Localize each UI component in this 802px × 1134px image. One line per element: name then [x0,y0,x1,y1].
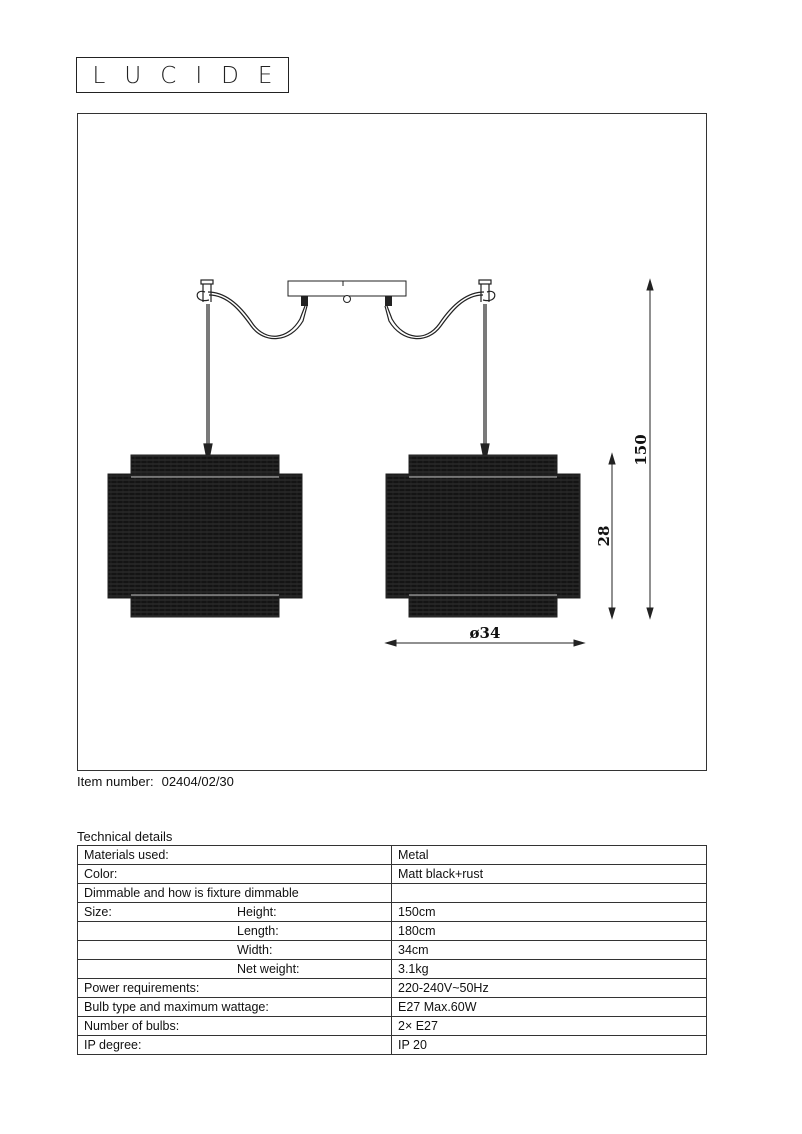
right-hook-and-cable [385,280,495,454]
spec-label: Bulb type and maximum wattage: [84,999,269,1014]
table-row [78,846,707,865]
shade-height-label: 28 [595,525,613,547]
spec-label [84,923,237,940]
spec-value: 2× E27 [392,1017,707,1036]
spec-label: Materials used: [84,847,169,862]
spec-value: 220-240V~50Hz [392,979,707,998]
spec-label [84,961,237,978]
ceiling-canopy [288,281,406,306]
table-row [78,941,707,960]
spec-value: 150cm [392,903,707,922]
brand-logo [76,57,289,93]
spec-sublabel: Length: [237,923,279,938]
product-illustration [78,114,708,772]
table-row [78,979,707,998]
spec-value: E27 Max.60W [392,998,707,1017]
technical-details-title: Technical details [77,829,173,844]
diameter-label: ø34 [469,624,501,642]
spec-sublabel: Height: [237,904,277,919]
spec-value: Metal [392,846,707,865]
spec-value [392,884,707,903]
table-row [78,998,707,1017]
spec-label: Power requirements: [84,980,200,995]
right-lamp-shade [386,455,580,617]
logo-letter: I [195,63,203,89]
logo-letter: U [124,63,142,89]
item-number [77,774,234,789]
table-row [78,903,707,922]
technical-details-table [77,845,707,1055]
spec-label [84,942,237,959]
spec-value: IP 20 [392,1036,707,1055]
spec-value: 34cm [392,941,707,960]
table-row [78,1036,707,1055]
technical-drawing [77,113,707,771]
table-row [78,884,707,903]
spec-value: 180cm [392,922,707,941]
item-number-label: Item number: [77,774,154,789]
total-height-label: 150 [632,434,650,466]
spec-value: 3.1kg [392,960,707,979]
spec-label: Size: [84,904,112,919]
left-hook-and-cable [197,280,307,454]
logo-letter: L [92,63,106,89]
logo-letter: E [257,63,273,89]
spec-label: IP degree: [84,1037,142,1052]
spec-value: Matt black+rust [392,865,707,884]
spec-label: Color: [84,866,118,881]
table-row [78,865,707,884]
spec-label: Dimmable and how is fixture dimmable [84,885,299,900]
spec-label: Number of bulbs: [84,1018,180,1033]
item-number-value: 02404/02/30 [161,774,234,789]
logo-letter: D [221,63,239,89]
table-row [78,1017,707,1036]
logo-letter: C [160,63,177,89]
spec-sublabel: Net weight: [237,961,300,976]
left-lamp-shade [108,455,302,617]
table-row [78,960,707,979]
table-row [78,922,707,941]
spec-sublabel: Width: [237,942,273,957]
